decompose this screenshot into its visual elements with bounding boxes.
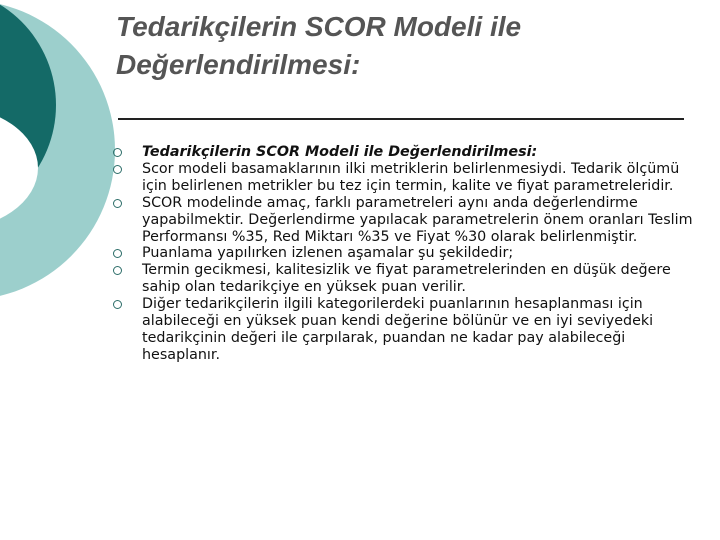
slide-title-line-2: Değerlendirilmesi: bbox=[116, 49, 361, 80]
bullet-item-heading bbox=[112, 144, 697, 161]
title-divider bbox=[118, 118, 684, 120]
bullet-text: Termin gecikmesi, kalitesizlik ve fiyat parametrelerinden en düşük değere sahip olan tedarikçiye en yüksek puan verilir. bbox=[142, 262, 671, 296]
bullet-item-lowest-value bbox=[112, 262, 697, 296]
bullet-item-steps bbox=[112, 245, 697, 262]
bullet-text: Diğer tedarikçilerin ilgili kategorilerdeki puanlarının hesaplanması için alabileceği en yüksek puan kendi değerine bölünür ve en iyi seviyedeki tedarikçinin değeri ile çarpılarak, puandan ne kadar pay alabileceği hesaplanır. bbox=[142, 296, 654, 363]
slide-title bbox=[116, 8, 676, 84]
hollow-circle-icon bbox=[113, 165, 122, 174]
hollow-circle-icon bbox=[113, 266, 122, 275]
bullet-text: SCOR modelinde amaç, farklı parametreleri aynı anda değerlendirme yapabilmektir. Değerlendirme yapılacak parametrelerin önem oranları Teslim Performansı %35, Red Miktarı %35 ve Fiyat %30 olarak belirlenmiştir. bbox=[142, 194, 693, 245]
decorative-teal-circles bbox=[0, 0, 120, 300]
slide-title-line-1: Tedarikçilerin SCOR Modeli ile bbox=[116, 11, 522, 42]
bullet-list bbox=[112, 144, 697, 364]
hollow-circle-icon bbox=[113, 249, 122, 258]
bullet-text: Puanlama yapılırken izlenen aşamalar şu şekildedir; bbox=[142, 245, 514, 262]
bullet-item-metrics bbox=[112, 161, 697, 195]
hollow-circle-icon bbox=[113, 300, 122, 309]
hollow-circle-icon bbox=[113, 148, 122, 157]
bullet-text: Tedarikçilerin SCOR Modeli ile Değerlendirilmesi: bbox=[142, 144, 538, 160]
hollow-circle-icon bbox=[113, 199, 122, 208]
bullet-item-other-suppliers bbox=[112, 296, 697, 364]
bullet-item-weights bbox=[112, 195, 697, 246]
bullet-text: Scor modeli basamaklarının ilki metriklerin belirlenmesiydi. Tedarik ölçümü için belirlenen metrikler bu tez için termin, kalite ve fiyat parametreleridir. bbox=[142, 160, 680, 194]
